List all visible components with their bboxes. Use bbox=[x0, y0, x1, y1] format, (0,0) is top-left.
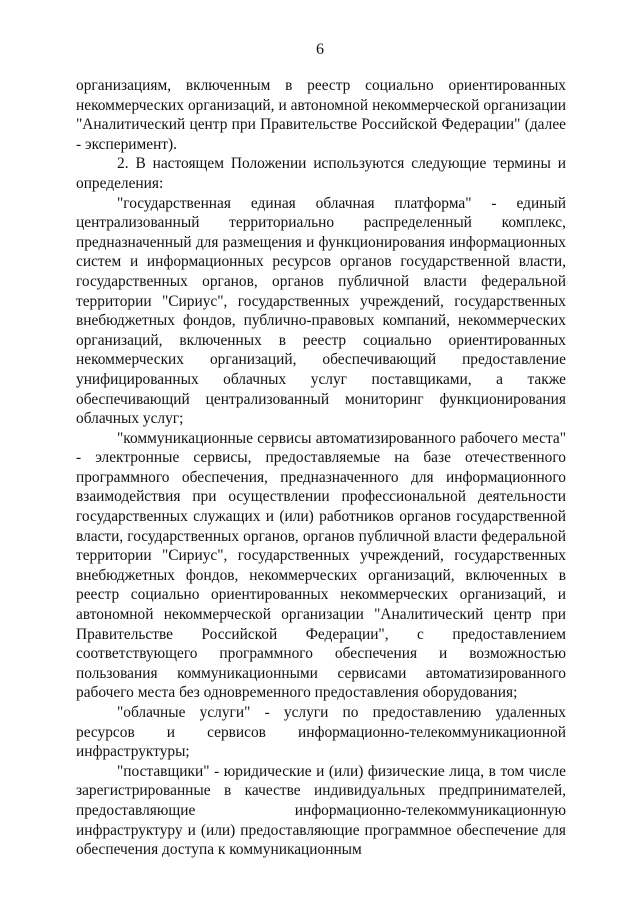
document-body bbox=[76, 76, 566, 860]
paragraph-definition-cloud-services: "облачные услуги" - услуги по предоставлению удаленных ресурсов и сервисов информационно-телекоммуникационной инфраструктуры; bbox=[76, 704, 566, 761]
paragraph-definition-communication-services: "коммуникационные сервисы автоматизированного рабочего места" - электронные сервисы, предоставляемые на базе отечественного программного обеспечения, предназначенного для информационного взаимодействия при осуществлении профессиональной деятельности государственных служащих и (или) работников органов государственной власти, государственных органов, органов публичной власти федеральной территории "Сириус", государственных учреждений, государственных внебюджетных фондов, некоммерческих организаций, включенных в реестр социально ориентированных некоммерческих организаций, и автономной некоммерческой организации "Аналитический центр при Правительстве Российской Федерации", с предоставлением соответствующего программного обеспечения и возможностью пользования коммуникационными сервисами автоматизированного рабочего места без одновременного предоставления оборудования; bbox=[76, 429, 566, 702]
paragraph-definition-suppliers: "поставщики" - юридические и (или) физические лица, в том числе зарегистрированные в качестве индивидуальных предпринимателей, предоставляющие информационно-телекоммуникационную инфраструктуру и (или) предоставляющие программное обеспечение для обеспечения доступа к коммуникационным bbox=[76, 762, 566, 859]
paragraph-experiment-continuation: организациям, включенным в реестр социально ориентированных некоммерческих организаций, и автономной некоммерческой организации "Аналитический центр при Правительстве Российской Федерации" (далее - эксперимент). bbox=[76, 77, 566, 153]
paragraph-terms-intro: 2. В настоящем Положении используются следующие термины и определения: bbox=[76, 155, 566, 192]
paragraph-definition-cloud-platform: "государственная единая облачная платформа" - единый централизованный территориально распределенный комплекс, предназначенный для размещения и функционирования информационных систем и информационных ресурсов органов государственной власти, государственных органов, органов публичной власти федеральной территории "Сириус", государственных учреждений, государственных внебюджетных фондов, публично-правовых компаний, некоммерческих организаций, включенных в реестр социально ориентированных некоммерческих организаций, обеспечивающий предоставление унифицированных облачных услуг поставщиками, а также обеспечивающий централизованный мониторинг функционирования облачных услуг; bbox=[76, 194, 566, 428]
page-number: 6 bbox=[316, 41, 324, 58]
